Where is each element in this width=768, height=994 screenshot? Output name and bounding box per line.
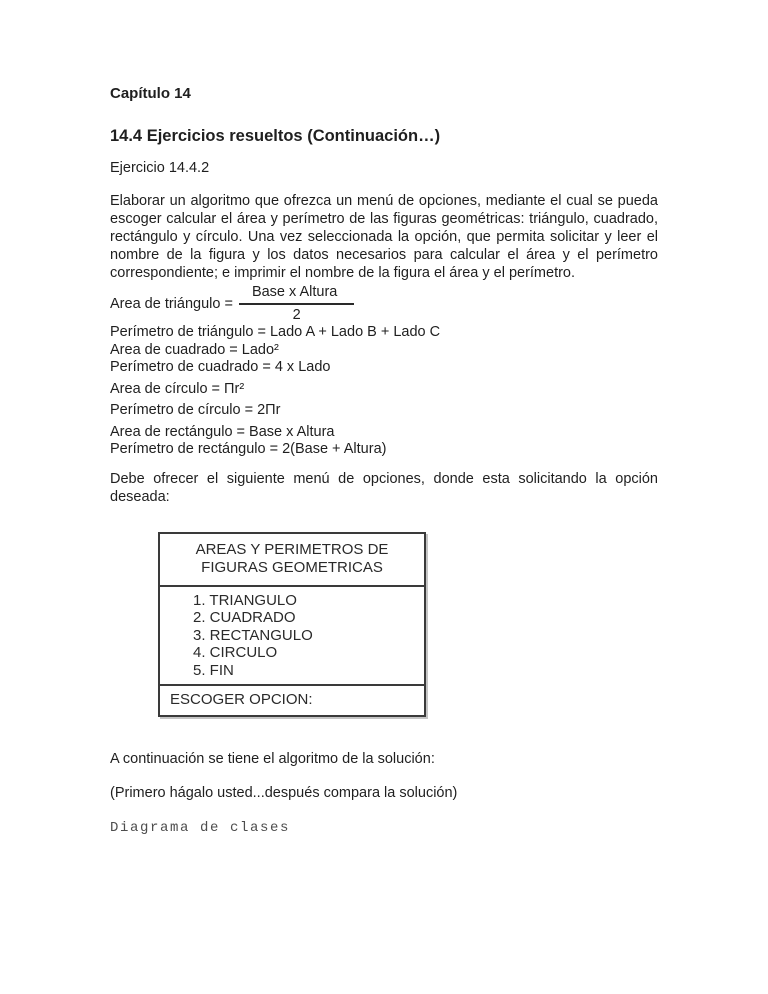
formula-square-perimeter: Perímetro de cuadrado = 4 x Lado <box>110 359 331 375</box>
formula-circle-perimeter: Perímetro de círculo = 2Πr <box>110 402 281 418</box>
fraction-numerator: Base x Altura <box>239 284 354 305</box>
console-menu-box <box>158 532 426 718</box>
section-title: 14.4 Ejercicios resueltos (Continuación…) <box>110 127 441 145</box>
hint-text: (Primero hágalo usted...después compara la solución) <box>110 785 458 801</box>
menu-option-circulo: 4. CIRCULO <box>193 644 278 661</box>
formula-list <box>110 284 658 459</box>
menu-title <box>160 534 424 585</box>
menu-option-fin: 5. FIN <box>193 661 234 679</box>
problem-statement: Elaborar un algoritmo que ofrezca un menú de opciones, mediante el cual se pueda escoger calcular el área y perímetro de las figuras geométricas: triángulo, cuadrado, rectángulo y círculo. Una vez seleccionada la opción, que permita solicitar y leer el nombre de la figura y los datos necesarios para calcular el área y el perímetro correspondiente; e imprimir el nombre de la figura el área y el perímetro. <box>110 193 658 281</box>
menu-option-rectangulo: 3. RECTANGULO <box>193 626 313 644</box>
code-caption: Diagrama de clases <box>110 820 291 836</box>
fraction-denominator: 2 <box>292 307 301 323</box>
menu-prompt: ESCOGER OPCION: <box>160 684 424 715</box>
formula-triangle-perimeter: Perímetro de triángulo = Lado A + Lado B + Lado C <box>110 324 441 340</box>
exercise-label: Ejercicio 14.4.2 <box>110 160 210 176</box>
formula-rectangle-perimeter: Perímetro de rectángulo = 2(Base + Altura) <box>110 441 387 457</box>
fraction <box>239 284 354 324</box>
menu-options <box>160 585 424 685</box>
formula-circle-area: Area de círculo = Πr² <box>110 380 245 397</box>
menu-title-line1: AREAS Y PERIMETROS DE <box>195 540 389 558</box>
formula-rectangle-area: Area de rectángulo = Base x Altura <box>110 423 335 440</box>
menu-option-triangulo: 1. TRIANGULO <box>193 591 297 609</box>
chapter-title: Capítulo 14 <box>110 85 191 102</box>
menu-intro-text: Debe ofrecer el siguiente menú de opciones, donde esta solicitando la opción deseada: <box>110 470 658 505</box>
menu-option-cuadrado: 2. CUADRADO <box>193 609 296 626</box>
formula-square-area: Area de cuadrado = Lado² <box>110 341 279 358</box>
menu-title-line2: FIGURAS GEOMETRICAS <box>201 558 383 576</box>
formula-triangle-area-label: Area de triángulo = <box>110 295 233 312</box>
after-menu-text: A continuación se tiene el algoritmo de la solución: <box>110 751 435 767</box>
formula-triangle-area <box>110 284 658 324</box>
